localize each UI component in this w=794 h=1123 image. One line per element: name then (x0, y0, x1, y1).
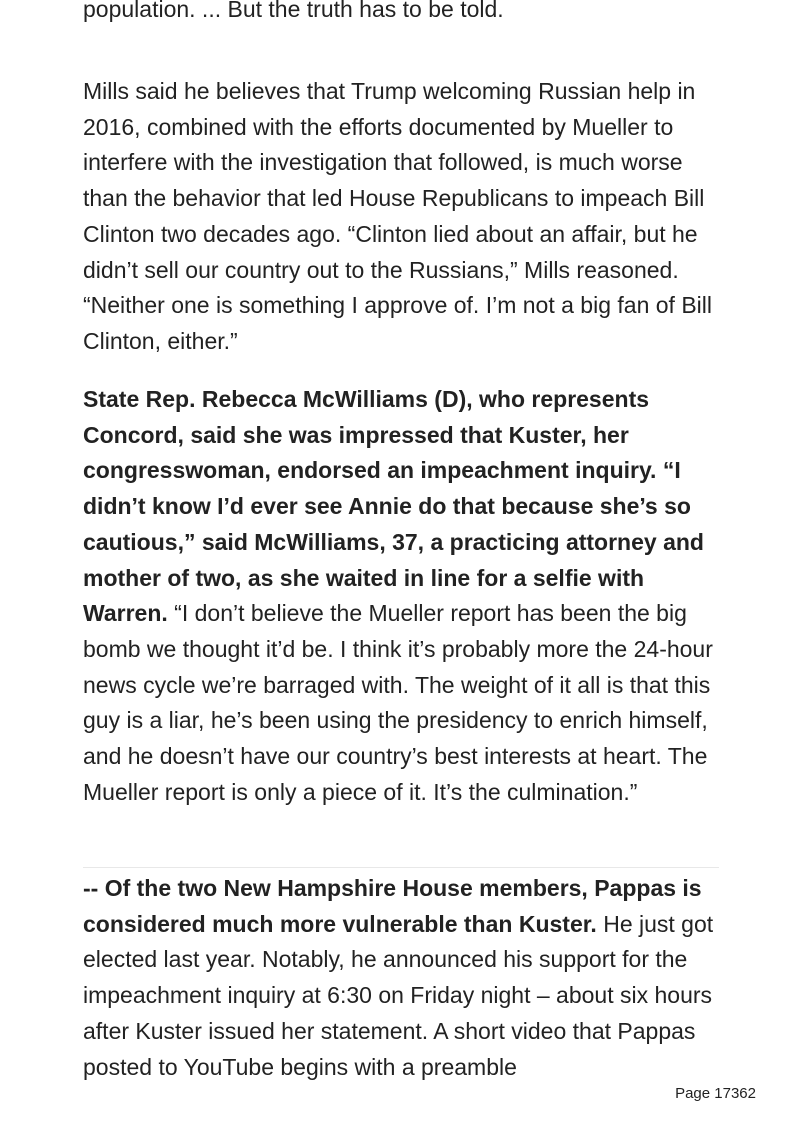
paragraph-mills (83, 74, 723, 360)
cut-off-text: population. ... But the truth has to be told. (83, 0, 504, 22)
paragraph-pappas (83, 871, 723, 1085)
cut-off-text-line (83, 0, 723, 44)
paragraph-text: “I don’t believe the Mueller report has been the big bomb we thought it’d be. I think it’s probably more the 24-hour news cycle we’re barraged with. The weight of it all is that this guy is a liar, he’s been using the presidency to enrich himself, and he doesn’t have our country’s best interests at heart. The Mueller report is only a piece of it. It’s the culmination.” (83, 600, 713, 805)
section-divider (83, 867, 719, 868)
paragraph-lead-bold: -- Of the two New Hampshire House members, Pappas is considered much more vulnerable than Kuster. (83, 875, 702, 937)
paragraph-mcwilliams (83, 382, 723, 810)
paragraph-text: Mills said he believes that Trump welcoming Russian help in 2016, combined with the efforts documented by Mueller to interfere with the investigation that followed, is much worse than the behavior that led House Republicans to impeach Bill Clinton two decades ago. “Clinton lied about an affair, but he didn’t sell our country out to the Russians,” Mills reasoned. “Neither one is something I approve of. I’m not a big fan of Bill Clinton, either.” (83, 78, 712, 354)
paragraph-text: He just got elected last year. Notably, he announced his support for the impeachment inquiry at 6:30 on Friday night – about six hours after Kuster issued her statement. A short video that Pappas posted to YouTube begins with a preamble (83, 910, 714, 1080)
page-number: Page 17362 (675, 1085, 756, 1102)
paragraph-lead-bold: State Rep. Rebecca McWilliams (D), who represents Concord, said she was impressed that Kuster, her congresswoman, endorsed an impeachment inquiry. “I didn’t know I’d ever see Annie do that because she’s so cautious,” said McWilliams, 37, a practicing attorney and mother of two, as she waited in line for a selfie with Warren. (83, 386, 704, 627)
